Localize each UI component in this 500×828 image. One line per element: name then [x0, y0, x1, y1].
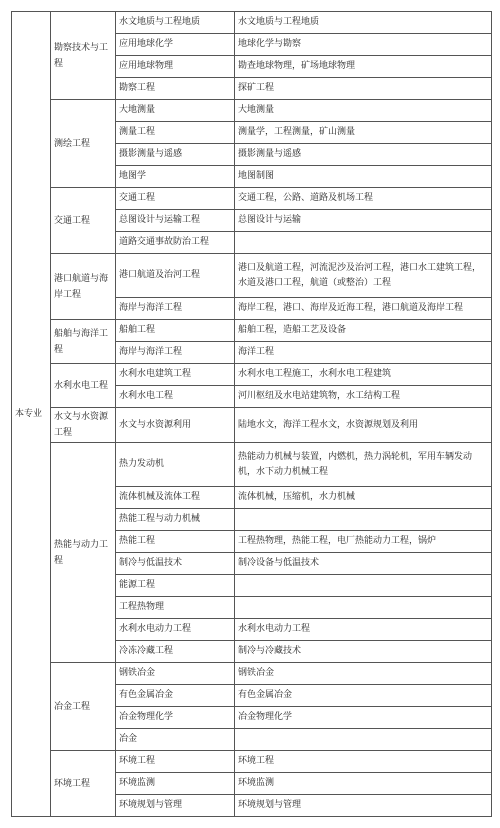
related-major-cell: 流体机械，压缩机，水力机械	[235, 487, 492, 509]
major-cell: 勘察工程	[116, 78, 235, 100]
category-cell: 热能与动力工程	[51, 443, 116, 663]
category-cell: 冶金工程	[51, 663, 116, 751]
major-cell: 水利水电动力工程	[116, 619, 235, 641]
related-major-cell	[235, 729, 492, 751]
category-cell: 水文与水资源工程	[51, 408, 116, 443]
major-cell: 能源工程	[116, 575, 235, 597]
table-row	[12, 751, 492, 773]
related-major-cell: 冶金物理化学	[235, 707, 492, 729]
major-cell: 冶金物理化学	[116, 707, 235, 729]
table-row	[12, 12, 492, 34]
related-major-cell: 水利水电动力工程	[235, 619, 492, 641]
major-cell: 交通工程	[116, 188, 235, 210]
major-cell: 有色金属冶金	[116, 685, 235, 707]
major-cell: 水文地质与工程地质	[116, 12, 235, 34]
major-cell: 总图设计与运输工程	[116, 210, 235, 232]
related-major-cell	[235, 509, 492, 531]
table-row	[12, 254, 492, 298]
related-major-cell: 有色金属冶金	[235, 685, 492, 707]
related-major-cell: 地球化学与勘察	[235, 34, 492, 56]
related-major-cell: 河川枢纽及水电站建筑物，水工结构工程	[235, 386, 492, 408]
major-cell: 热能工程与动力机械	[116, 509, 235, 531]
table-row	[12, 100, 492, 122]
major-cell: 水文与水资源利用	[116, 408, 235, 443]
major-cell: 工程热物理	[116, 597, 235, 619]
category-cell: 港口航道与海岸工程	[51, 254, 116, 320]
related-major-cell: 测量学，工程测量，矿山测量	[235, 122, 492, 144]
major-cell: 环境工程	[116, 751, 235, 773]
major-cell: 摄影测量与遥感	[116, 144, 235, 166]
major-cell: 船舶工程	[116, 320, 235, 342]
table-row	[12, 320, 492, 342]
level-label-cell: 本专业	[12, 12, 51, 817]
category-cell: 勘察技术与工程	[51, 12, 116, 100]
category-cell: 水利水电工程	[51, 364, 116, 408]
major-cell: 应用地球物理	[116, 56, 235, 78]
major-cell: 海岸与海洋工程	[116, 342, 235, 364]
related-major-cell: 热能动力机械与装置，内燃机，热力涡轮机，军用车辆发动机，水下动力机械工程	[235, 443, 492, 487]
related-major-cell: 钢铁冶金	[235, 663, 492, 685]
related-major-cell: 海岸工程，港口、海岸及近海工程，港口航道及海岸工程	[235, 298, 492, 320]
major-cell: 应用地球化学	[116, 34, 235, 56]
related-major-cell: 摄影测量与遥感	[235, 144, 492, 166]
major-catalog-table	[11, 11, 492, 817]
major-cell: 冷冻冷藏工程	[116, 641, 235, 663]
related-major-cell: 大地测量	[235, 100, 492, 122]
related-major-cell: 陆地水文，海洋工程水文，水资源规划及利用	[235, 408, 492, 443]
major-cell: 热能工程	[116, 531, 235, 553]
related-major-cell: 探矿工程	[235, 78, 492, 100]
related-major-cell: 地图制图	[235, 166, 492, 188]
major-cell: 地图学	[116, 166, 235, 188]
related-major-cell: 海洋工程	[235, 342, 492, 364]
related-major-cell	[235, 575, 492, 597]
related-major-cell: 水利水电工程施工，水利水电工程建筑	[235, 364, 492, 386]
related-major-cell: 水文地质与工程地质	[235, 12, 492, 34]
major-cell: 港口航道及治河工程	[116, 254, 235, 298]
related-major-cell: 制冷设备与低温技术	[235, 553, 492, 575]
related-major-cell: 船舶工程，造船工艺及设备	[235, 320, 492, 342]
related-major-cell: 环境工程	[235, 751, 492, 773]
table-body	[12, 12, 492, 817]
major-cell: 钢铁冶金	[116, 663, 235, 685]
category-cell: 船舶与海洋工程	[51, 320, 116, 364]
category-cell: 环境工程	[51, 751, 116, 817]
major-cell: 测量工程	[116, 122, 235, 144]
major-cell: 制冷与低温技术	[116, 553, 235, 575]
major-cell: 热力发动机	[116, 443, 235, 487]
major-cell: 水利水电建筑工程	[116, 364, 235, 386]
related-major-cell: 总图设计与运输	[235, 210, 492, 232]
related-major-cell	[235, 232, 492, 254]
table-row	[12, 364, 492, 386]
table-row	[12, 443, 492, 487]
table-row	[12, 408, 492, 443]
major-cell: 环境规划与管理	[116, 795, 235, 817]
major-cell: 冶金	[116, 729, 235, 751]
table-row	[12, 663, 492, 685]
related-major-cell: 交通工程，公路、道路及机场工程	[235, 188, 492, 210]
major-cell: 流体机械及流体工程	[116, 487, 235, 509]
major-cell: 道路交通事故防治工程	[116, 232, 235, 254]
related-major-cell	[235, 597, 492, 619]
related-major-cell: 环境监测	[235, 773, 492, 795]
category-cell: 交通工程	[51, 188, 116, 254]
table-row	[12, 188, 492, 210]
major-cell: 大地测量	[116, 100, 235, 122]
related-major-cell: 制冷与冷藏技术	[235, 641, 492, 663]
related-major-cell: 环境规划与管理	[235, 795, 492, 817]
major-cell: 海岸与海洋工程	[116, 298, 235, 320]
major-cell: 水利水电工程	[116, 386, 235, 408]
category-cell: 测绘工程	[51, 100, 116, 188]
major-cell: 环境监测	[116, 773, 235, 795]
related-major-cell: 勘查地球物理，矿场地球物理	[235, 56, 492, 78]
related-major-cell: 工程热物理，热能工程，电厂热能动力工程，锅炉	[235, 531, 492, 553]
related-major-cell: 港口及航道工程，河流泥沙及治河工程，港口水工建筑工程，水道及港口工程，航道（或整治）工程	[235, 254, 492, 298]
